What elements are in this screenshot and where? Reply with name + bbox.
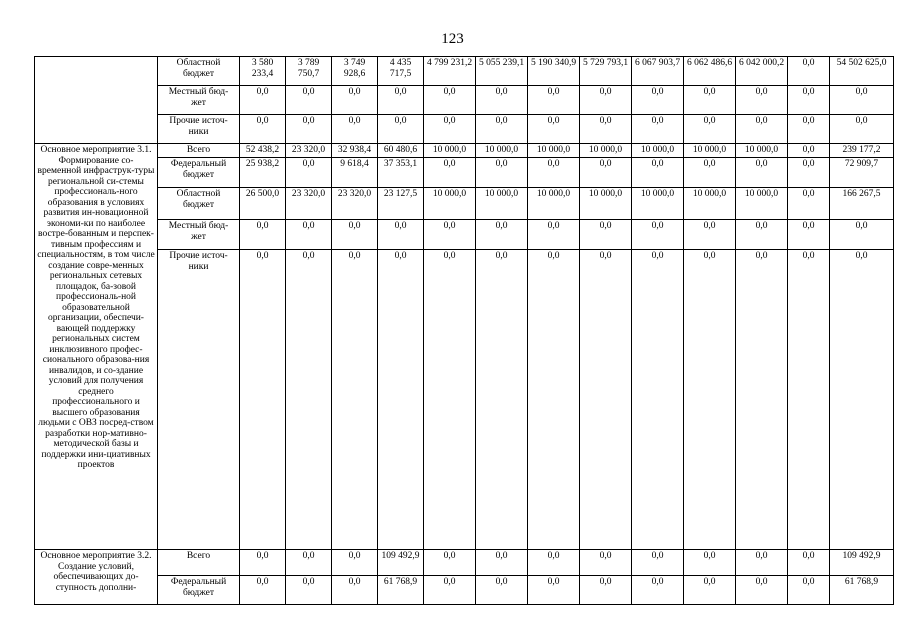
funding-source-cell: Прочие источ- ники xyxy=(158,115,240,144)
value-cell: 10 000,0 xyxy=(736,188,788,220)
value-cell: 5 190 340,9 xyxy=(528,57,580,86)
total-value-cell: 109 492,9 xyxy=(830,550,894,576)
value-cell: 26 500,0 xyxy=(240,188,286,220)
funding-source-cell: Областной бюджет xyxy=(158,188,240,220)
total-value-cell: 166 267,5 xyxy=(830,188,894,220)
value-cell: 0,0 xyxy=(378,250,424,550)
value-cell: 0,0 xyxy=(476,115,528,144)
value-cell: 0,0 xyxy=(632,220,684,250)
value-cell: 0,0 xyxy=(736,115,788,144)
budget-table xyxy=(34,56,894,605)
value-cell: 0,0 xyxy=(476,86,528,115)
value-cell: 4 799 231,2 xyxy=(424,57,476,86)
value-cell: 10 000,0 xyxy=(476,188,528,220)
value-cell: 6 042 000,2 xyxy=(736,57,788,86)
value-cell: 0,0 xyxy=(424,115,476,144)
value-cell: 0,0 xyxy=(788,158,830,188)
value-cell: 0,0 xyxy=(424,550,476,576)
funding-source-cell: Местный бюд- жет xyxy=(158,86,240,115)
table-row xyxy=(35,188,894,220)
value-cell: 3 749 928,6 xyxy=(332,57,378,86)
table-row xyxy=(35,144,894,158)
value-cell: 23 320,0 xyxy=(286,188,332,220)
value-cell: 10 000,0 xyxy=(684,188,736,220)
value-cell: 32 938,4 xyxy=(332,144,378,158)
value-cell: 37 353,1 xyxy=(378,158,424,188)
value-cell: 0,0 xyxy=(788,550,830,576)
funding-source-cell: Местный бюд- жет xyxy=(158,220,240,250)
funding-source-cell: Областной бюджет xyxy=(158,57,240,86)
event-cell: Основное мероприятие 3.1. Формирование со-временной инфраструк-туры региональной си-стемы профессиональ-ного образования в условиях развития ин-новационной экономи-ки по наиболее востре-бованным и перспек-тивным профессиям и специальностям, в том числе создание совре-менных региональных сетевых площадок, ба-зовой профессиональ-ной образовательной организации, обеспечи-вающей поддержку региональных систем инклюзивного профес-сионального образова-ния инвалидов, и со-здание условий для получения среднего профессионального и высшего образования людьми с ОВЗ посред-ством разработки нор-мативно-методической базы и поддержки ини-циативных проектов xyxy=(35,144,158,550)
value-cell: 0,0 xyxy=(632,86,684,115)
value-cell: 0,0 xyxy=(580,115,632,144)
value-cell: 0,0 xyxy=(286,576,332,605)
value-cell: 10 000,0 xyxy=(632,144,684,158)
value-cell: 0,0 xyxy=(378,220,424,250)
table-row xyxy=(35,115,894,144)
value-cell: 0,0 xyxy=(286,115,332,144)
total-value-cell: 72 909,7 xyxy=(830,158,894,188)
total-value-cell: 239 177,2 xyxy=(830,144,894,158)
table-row xyxy=(35,250,894,550)
value-cell: 0,0 xyxy=(378,115,424,144)
value-cell: 0,0 xyxy=(736,86,788,115)
table-row xyxy=(35,220,894,250)
value-cell: 0,0 xyxy=(788,220,830,250)
funding-source-cell: Всего xyxy=(158,144,240,158)
event-cell xyxy=(35,57,158,144)
value-cell: 0,0 xyxy=(736,250,788,550)
value-cell: 0,0 xyxy=(378,86,424,115)
value-cell: 4 435 717,5 xyxy=(378,57,424,86)
value-cell: 0,0 xyxy=(476,220,528,250)
value-cell: 5 055 239,1 xyxy=(476,57,528,86)
value-cell: 0,0 xyxy=(788,188,830,220)
value-cell: 6 067 903,7 xyxy=(632,57,684,86)
value-cell: 0,0 xyxy=(788,57,830,86)
value-cell: 0,0 xyxy=(332,250,378,550)
funding-source-cell: Прочие источ- ники xyxy=(158,250,240,550)
value-cell: 0,0 xyxy=(240,86,286,115)
value-cell: 0,0 xyxy=(286,86,332,115)
value-cell: 0,0 xyxy=(788,144,830,158)
value-cell: 0,0 xyxy=(684,576,736,605)
total-value-cell: 54 502 625,0 xyxy=(830,57,894,86)
value-cell: 0,0 xyxy=(788,576,830,605)
value-cell: 10 000,0 xyxy=(528,144,580,158)
value-cell: 0,0 xyxy=(528,550,580,576)
value-cell: 0,0 xyxy=(684,220,736,250)
value-cell: 0,0 xyxy=(580,576,632,605)
value-cell: 9 618,4 xyxy=(332,158,378,188)
value-cell: 10 000,0 xyxy=(424,144,476,158)
value-cell: 0,0 xyxy=(632,158,684,188)
value-cell: 0,0 xyxy=(240,220,286,250)
value-cell: 10 000,0 xyxy=(528,188,580,220)
value-cell: 0,0 xyxy=(476,158,528,188)
value-cell: 0,0 xyxy=(580,250,632,550)
value-cell: 23 127,5 xyxy=(378,188,424,220)
value-cell: 0,0 xyxy=(788,115,830,144)
table-row xyxy=(35,57,894,86)
value-cell: 0,0 xyxy=(286,550,332,576)
value-cell: 0,0 xyxy=(684,158,736,188)
table-row xyxy=(35,550,894,576)
value-cell: 0,0 xyxy=(286,250,332,550)
total-value-cell: 0,0 xyxy=(830,115,894,144)
value-cell: 0,0 xyxy=(424,576,476,605)
value-cell: 0,0 xyxy=(240,576,286,605)
value-cell: 0,0 xyxy=(788,86,830,115)
value-cell: 0,0 xyxy=(528,250,580,550)
value-cell: 0,0 xyxy=(286,158,332,188)
value-cell: 0,0 xyxy=(240,550,286,576)
value-cell: 0,0 xyxy=(580,550,632,576)
value-cell: 10 000,0 xyxy=(632,188,684,220)
value-cell: 61 768,9 xyxy=(378,576,424,605)
value-cell: 0,0 xyxy=(240,250,286,550)
value-cell: 5 729 793,1 xyxy=(580,57,632,86)
value-cell: 0,0 xyxy=(632,576,684,605)
value-cell: 0,0 xyxy=(684,550,736,576)
value-cell: 0,0 xyxy=(528,576,580,605)
table-row xyxy=(35,86,894,115)
value-cell: 0,0 xyxy=(632,115,684,144)
table-row xyxy=(35,576,894,605)
value-cell: 0,0 xyxy=(736,220,788,250)
value-cell: 10 000,0 xyxy=(684,144,736,158)
value-cell: 0,0 xyxy=(424,86,476,115)
table-row xyxy=(35,158,894,188)
value-cell: 23 320,0 xyxy=(286,144,332,158)
value-cell: 3 580 233,4 xyxy=(240,57,286,86)
funding-source-cell: Федеральный бюджет xyxy=(158,158,240,188)
value-cell: 3 789 750,7 xyxy=(286,57,332,86)
value-cell: 0,0 xyxy=(632,250,684,550)
value-cell: 6 062 486,6 xyxy=(684,57,736,86)
value-cell: 0,0 xyxy=(736,576,788,605)
value-cell: 10 000,0 xyxy=(476,144,528,158)
value-cell: 10 000,0 xyxy=(424,188,476,220)
value-cell: 0,0 xyxy=(736,550,788,576)
value-cell: 0,0 xyxy=(736,158,788,188)
value-cell: 0,0 xyxy=(286,220,332,250)
value-cell: 0,0 xyxy=(580,158,632,188)
value-cell: 0,0 xyxy=(528,86,580,115)
value-cell: 60 480,6 xyxy=(378,144,424,158)
value-cell: 0,0 xyxy=(684,250,736,550)
value-cell: 0,0 xyxy=(332,550,378,576)
funding-source-cell: Федеральный бюджет xyxy=(158,576,240,605)
value-cell: 0,0 xyxy=(476,250,528,550)
value-cell: 0,0 xyxy=(580,86,632,115)
value-cell: 0,0 xyxy=(240,115,286,144)
value-cell: 0,0 xyxy=(528,158,580,188)
value-cell: 10 000,0 xyxy=(580,188,632,220)
value-cell: 0,0 xyxy=(528,115,580,144)
value-cell: 52 438,2 xyxy=(240,144,286,158)
funding-source-cell: Всего xyxy=(158,550,240,576)
value-cell: 10 000,0 xyxy=(580,144,632,158)
value-cell: 0,0 xyxy=(332,115,378,144)
value-cell: 10 000,0 xyxy=(736,144,788,158)
value-cell: 0,0 xyxy=(476,550,528,576)
value-cell: 0,0 xyxy=(528,220,580,250)
total-value-cell: 0,0 xyxy=(830,220,894,250)
total-value-cell: 0,0 xyxy=(830,86,894,115)
value-cell: 0,0 xyxy=(580,220,632,250)
page-number: 123 xyxy=(441,31,464,47)
total-value-cell: 61 768,9 xyxy=(830,576,894,605)
value-cell: 109 492,9 xyxy=(378,550,424,576)
value-cell: 0,0 xyxy=(788,250,830,550)
value-cell: 0,0 xyxy=(632,550,684,576)
value-cell: 23 320,0 xyxy=(332,188,378,220)
value-cell: 0,0 xyxy=(424,158,476,188)
value-cell: 0,0 xyxy=(684,115,736,144)
value-cell: 0,0 xyxy=(424,250,476,550)
value-cell: 0,0 xyxy=(476,576,528,605)
value-cell: 0,0 xyxy=(684,86,736,115)
value-cell: 0,0 xyxy=(424,220,476,250)
event-cell: Основное мероприятие 3.2. Создание условий, обеспечивающих до-ступность дополни- xyxy=(35,550,158,605)
value-cell: 25 938,2 xyxy=(240,158,286,188)
total-value-cell: 0,0 xyxy=(830,250,894,550)
value-cell: 0,0 xyxy=(332,220,378,250)
value-cell: 0,0 xyxy=(332,86,378,115)
value-cell: 0,0 xyxy=(332,576,378,605)
